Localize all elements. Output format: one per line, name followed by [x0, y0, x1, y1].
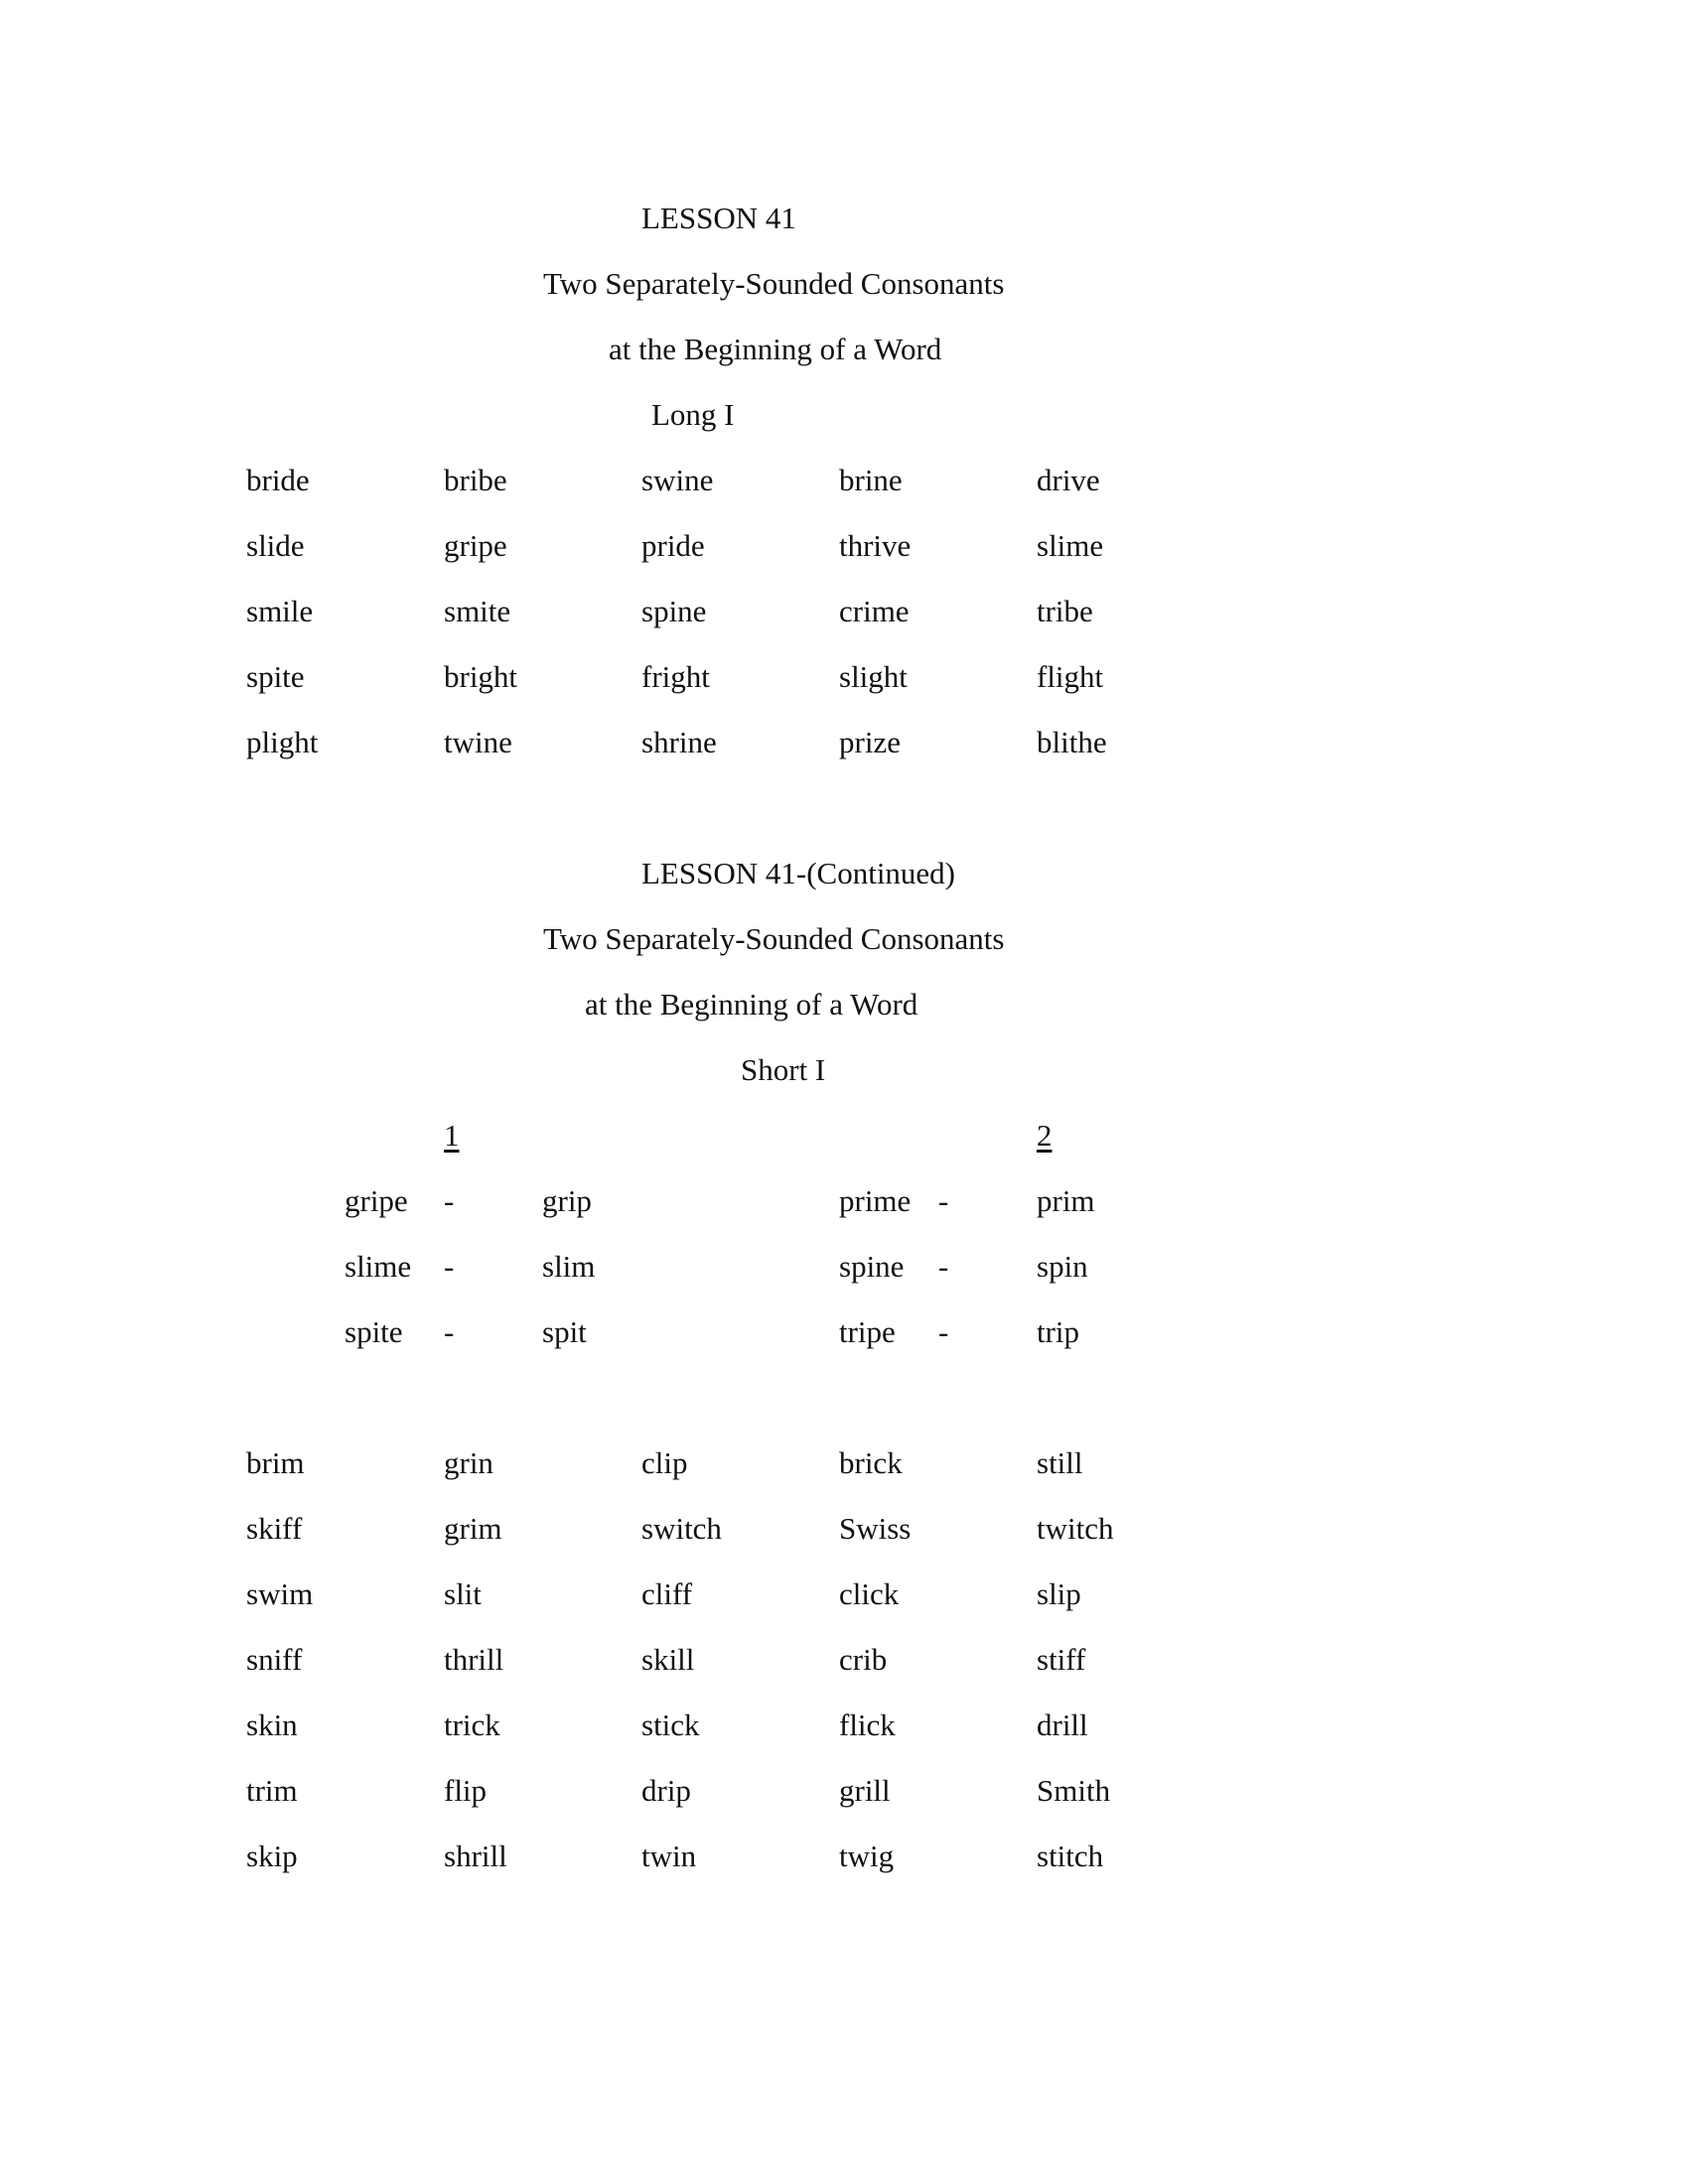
lesson-heading-continued: LESSON 41-(Continued) [641, 856, 956, 890]
pair-long-word: gripe [345, 1183, 408, 1218]
word-cell: stitch [1037, 1839, 1104, 1873]
word-cell: tribe [1037, 594, 1093, 628]
word-cell: flight [1037, 659, 1104, 694]
pair-dash: - [938, 1314, 949, 1349]
word-cell: fright [641, 659, 710, 694]
word-cell: smile [246, 594, 314, 628]
word-cell: swim [246, 1576, 314, 1611]
word-cell: still [1037, 1445, 1083, 1480]
word-cell: blithe [1037, 725, 1107, 759]
word-cell: swine [641, 463, 714, 497]
pair-short-word: grip [542, 1183, 592, 1218]
vowel-sound-heading: Long I [651, 397, 735, 432]
word-cell: spite [246, 659, 305, 694]
vowel-sound-heading: Short I [741, 1052, 826, 1087]
lesson-subtitle-line2: at the Beginning of a Word [609, 332, 942, 366]
word-cell: bribe [444, 463, 507, 497]
word-cell: spine [641, 594, 707, 628]
word-cell: twine [444, 725, 512, 759]
word-cell: shrill [444, 1839, 507, 1873]
word-cell: grin [444, 1445, 493, 1480]
pair-short-word: prim [1037, 1183, 1095, 1218]
word-cell: stick [641, 1707, 700, 1742]
word-cell: trick [444, 1707, 500, 1742]
word-cell: crime [839, 594, 910, 628]
word-cell: Smith [1037, 1773, 1111, 1808]
word-cell: switch [641, 1511, 722, 1546]
word-cell: skiff [246, 1511, 303, 1546]
pair-dash: - [938, 1183, 949, 1218]
word-cell: crib [839, 1642, 888, 1677]
pair-short-word: spin [1037, 1249, 1088, 1284]
word-cell: trim [246, 1773, 298, 1808]
group-label-1: 1 [444, 1118, 460, 1153]
word-cell: slip [1037, 1576, 1081, 1611]
lesson-subtitle-line2: at the Beginning of a Word [585, 987, 918, 1022]
word-cell: skip [246, 1839, 298, 1873]
word-cell: brick [839, 1445, 903, 1480]
word-cell: brine [839, 463, 903, 497]
lesson-subtitle-line1: Two Separately-Sounded Consonants [543, 921, 1005, 956]
word-cell: bright [444, 659, 518, 694]
pair-long-word: prime [839, 1183, 912, 1218]
word-cell: Swiss [839, 1511, 912, 1546]
pair-dash: - [938, 1249, 949, 1284]
word-cell: skin [246, 1707, 298, 1742]
word-cell: flip [444, 1773, 488, 1808]
word-cell: prize [839, 725, 901, 759]
word-cell: thrive [839, 528, 912, 563]
word-cell: sniff [246, 1642, 303, 1677]
word-cell: flick [839, 1707, 896, 1742]
word-cell: gripe [444, 528, 507, 563]
pair-dash: - [444, 1314, 455, 1349]
word-cell: drill [1037, 1707, 1088, 1742]
word-cell: pride [641, 528, 705, 563]
pair-long-word: spite [345, 1314, 403, 1349]
lesson-subtitle-line1: Two Separately-Sounded Consonants [543, 266, 1005, 301]
pair-long-word: slime [345, 1249, 412, 1284]
word-cell: drive [1037, 463, 1100, 497]
word-cell: click [839, 1576, 900, 1611]
word-cell: smite [444, 594, 511, 628]
word-cell: twig [839, 1839, 895, 1873]
word-cell: slime [1037, 528, 1104, 563]
group-label-2: 2 [1037, 1118, 1053, 1153]
pair-dash: - [444, 1183, 455, 1218]
pair-short-word: slim [542, 1249, 596, 1284]
word-cell: slight [839, 659, 908, 694]
pair-dash: - [444, 1249, 455, 1284]
pair-short-word: spit [542, 1314, 587, 1349]
word-cell: skill [641, 1642, 695, 1677]
word-cell: grim [444, 1511, 502, 1546]
pair-long-word: tripe [839, 1314, 896, 1349]
word-cell: slit [444, 1576, 482, 1611]
word-cell: grill [839, 1773, 891, 1808]
pair-long-word: spine [839, 1249, 905, 1284]
word-cell: brim [246, 1445, 305, 1480]
pair-short-word: trip [1037, 1314, 1080, 1349]
word-cell: drip [641, 1773, 691, 1808]
word-cell: clip [641, 1445, 688, 1480]
word-cell: slide [246, 528, 305, 563]
word-cell: twin [641, 1839, 697, 1873]
word-cell: thrill [444, 1642, 504, 1677]
word-cell: cliff [641, 1576, 693, 1611]
word-cell: plight [246, 725, 319, 759]
word-cell: twitch [1037, 1511, 1114, 1546]
word-cell: bride [246, 463, 310, 497]
word-cell: stiff [1037, 1642, 1086, 1677]
word-cell: shrine [641, 725, 717, 759]
lesson-heading: LESSON 41 [641, 201, 796, 235]
